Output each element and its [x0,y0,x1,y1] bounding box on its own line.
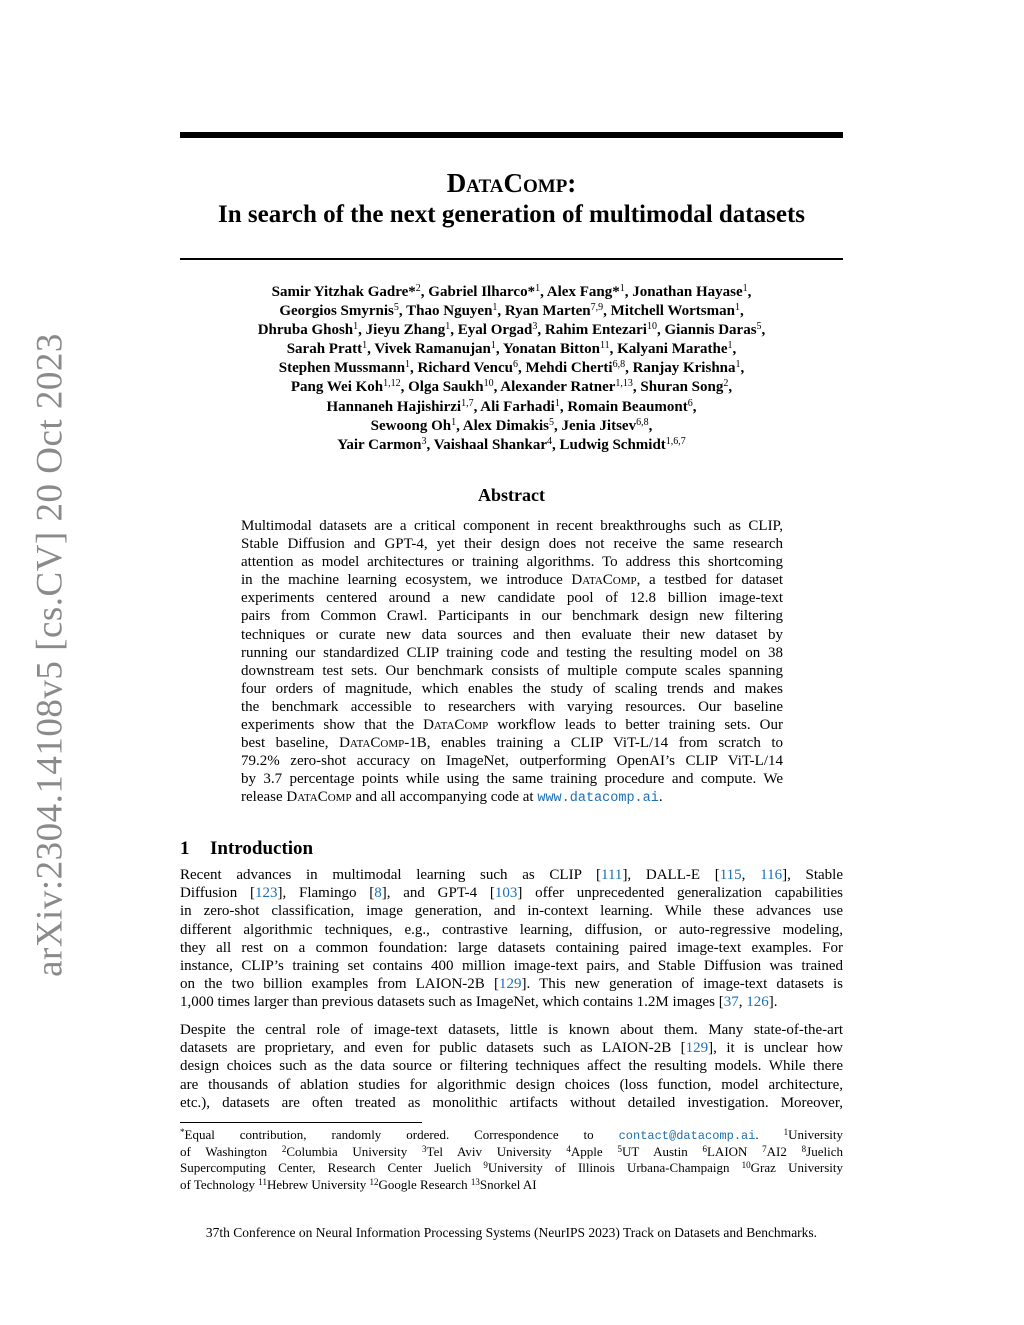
affiliation-mark: 1 [554,397,560,409]
author-line: Dhruba Ghosh$^1$, Jieyu Zhang$^1$, Eyal Orgad$^3$, Rahim Entezari$^{10}$, Giannis Daras$^5$, [257,321,766,339]
author: Alex Fang*$^1$ [546,283,625,300]
section-title-text: Introduction [210,838,314,859]
author-list [200,283,823,455]
affiliation-mark: 5 [393,302,399,314]
affiliation-mark: 11 [599,340,610,352]
abstract-line: Stable Diffusion and GPT-4, yet their design does not receive the same research [241,536,783,553]
author: Gabriel Ilharco*$^1$ [428,283,541,300]
affiliation-mark: 4 [547,435,552,447]
paragraph-line: 1,000 times larger than previous datasets such as ImageNet, which contains 1.2M images [37, 126]. [180,994,778,1011]
author: Thao Nguyen$^1$ [406,302,498,320]
title-bottom-rule [180,258,843,260]
affiliation-mark: 2 [723,378,729,390]
abstract-line: pairs from Common Crawl. Participants in our benchmark design new filtering [241,608,783,625]
author: Richard Vencu$^6$ [417,359,518,377]
author: Hannaneh Hajishirzi$^{1,7}$ [326,397,474,415]
affiliation-mark: 1 [451,416,457,428]
author: Ryan Marten$^{7,9}$ [504,302,604,320]
footnote-line: *Equal contribution, randomly ordered. Correspondence to contact@datacomp.ai. $^1$University [180,1127,843,1143]
author-line: Sarah Pratt$^1$, Vivek Ramanujan$^1$, Yonatan Bitton$^{11}$, Kalyani Marathe$^1$, [286,340,737,358]
title-line-2: In search of the next generation of multimodal datasets [218,201,805,228]
abstract-line: attention as model architectures or training algorithms. To address this shortcoming [241,554,783,571]
affiliation-mark: 1,6,7 [665,435,686,447]
footnote [180,1127,843,1193]
affiliation-mark: 1 [492,302,498,314]
author: Vaishaal Shankar$^4$ [433,435,552,453]
abstract-line: experiments show that the DataComp workflow leads to better training sets. Our [241,717,783,734]
author-line: Georgios Smyrnis$^5$, Thao Nguyen$^1$, Ryan Marten$^{7,9}$, Mitchell Wortsman$^1$, [279,302,744,320]
paper-title [180,167,843,231]
author: Romain Beaumont$^6$ [567,397,693,415]
footnote-line: of Technology $^{11}$Hebrew University $^{12}$Google Research $^{13}$Snorkel AI [180,1176,537,1192]
affiliation-mark: 1,12 [383,378,401,390]
affiliation-mark: 1 [727,340,733,352]
datacomp-name: DataComp [571,572,637,589]
affiliation-mark: 3 [421,435,427,447]
author: Shuran Song$^2$ [640,378,729,396]
datacomp-name: DataComp [286,789,352,806]
citation-link[interactable]: 126 [746,994,769,1011]
affiliation-mark: 1 [735,359,741,371]
affiliation-mark: 5 [756,321,762,333]
author: Pang Wei Koh$^{1,12}$ [290,378,401,396]
affiliation-mark: 1 [619,283,625,294]
abstract-line: by 3.7 percentage points while using the same training procedure and compute. We [241,771,783,788]
title-top-rule [180,132,843,138]
author: Yonatan Bitton$^{11}$ [502,340,610,358]
citation-link[interactable]: 129 [498,976,522,993]
author: Mitchell Wortsman$^1$ [610,302,740,320]
author: Georgios Smyrnis$^5$ [279,302,399,320]
footnote-line: of Washington $^2$Columbia University $^3$Tel Aviv University $^4$Apple $^5$UT Austin $^6$LAION $^7$AI2 $^8$Juelich [180,1144,843,1160]
affiliation-mark: 3 [532,321,538,333]
datacomp-name: DataComp [423,717,489,734]
affiliation-mark: 10 [646,321,657,333]
citation-link[interactable]: 37 [723,994,739,1011]
abstract-line: techniques or curate new data sources and then evaluate their new dataset by [241,626,783,643]
affiliation-mark: 1 [353,321,359,333]
intro-paragraph-2 [180,1021,843,1112]
affiliation-mark: 6 [512,359,518,371]
author: Jenia Jitsev$^{6,8}$ [561,416,649,434]
footnote-line: Supercomputing Center, Research Center Juelich $^9$University of Illinois Urbana-Champaign $^{10}$Graz University [180,1160,843,1176]
author: Giannis Daras$^5$ [664,321,762,339]
citation-link[interactable]: 111 [601,867,623,883]
author-line: Pang Wei Koh$^{1,12}$, Olga Saukh$^{10}$, Alexander Ratner$^{1,13}$, Shuran Song$^2$, [290,378,733,396]
paragraph-line: Diffusion [123], Flamingo [8], and GPT-4 [103] offer unprecedented generalization capabilities [180,885,843,902]
author: Yair Carmon$^3$ [337,435,427,453]
affiliation-mark: 7,9 [590,302,604,314]
abstract-line: best baseline, DataComp-1B, enables training a CLIP ViT-L/14 from scratch to [241,735,783,752]
datacomp-url-link[interactable]: www.datacomp.ai [537,791,659,807]
citation-link[interactable]: 103 [494,885,518,902]
author-line: Samir Yitzhak Gadre*$^2$, Gabriel Ilharco*$^1$, Alex Fang*$^1$, Jonathan Hayase$^1$, [271,283,752,300]
affiliation-mark: 6,8 [636,416,649,428]
affiliation-mark: 6 [687,397,693,409]
abstract-line: experiments centered around a new candidate pool of 12.8 billion image-text [241,590,783,607]
author: Vivek Ramanujan$^1$ [374,340,496,358]
citation-link[interactable]: 123 [254,885,278,902]
paragraph-line: Recent advances in multimodal learning such as CLIP [111], DALL-E [115, 116], Stable [180,867,844,883]
title-line-1: DataComp: [446,168,577,198]
author-line: Stephen Mussmann$^1$, Richard Vencu$^6$, Mehdi Cherti$^{6,8}$, Ranjay Krishna$^1$, [278,359,745,377]
author: Stephen Mussmann$^1$ [278,359,411,377]
author: Sarah Pratt$^1$ [286,340,368,358]
author: Jonathan Hayase$^1$ [632,283,748,300]
paragraph-line: on the two billion examples from LAION-2B [129]. This new generation of image-text datasets is [180,976,844,993]
author: Sewoong Oh$^1$ [370,416,457,434]
author: Eyal Orgad$^3$ [457,321,538,339]
paragraph-line: different algorithmic techniques, e.g., contrastive learning, diffusion, or auto-regressive modeling, [180,921,843,938]
citation-link[interactable]: 116 [760,867,783,883]
abstract-line: the benchmark accessible to researchers with varying resources. Our baseline [241,698,783,715]
affiliation-mark: 1 [362,340,368,352]
abstract-line: running our standardized CLIP training code and testing the resulting model on 38 [241,644,783,661]
affiliation-mark: 1,7 [461,397,474,409]
abstract-body [241,517,783,809]
affiliation-mark: 1 [742,283,748,294]
author: Kalyani Marathe$^1$ [617,340,733,358]
contact-email-link[interactable]: contact@datacomp.ai [618,1129,756,1143]
abstract-line: 79.2% zero-shot accuracy on ImageNet, outperforming OpenAI’s CLIP ViT-L/14 [241,753,783,770]
author-line: Hannaneh Hajishirzi$^{1,7}$, Ali Farhadi$^1$, Romain Beaumont$^6$, [326,397,697,415]
author: Ali Farhadi$^1$ [480,397,560,415]
affiliation-mark: 1,13 [615,378,633,390]
datacomp-1b-name: DataComp-1B [339,735,427,752]
author: Samir Yitzhak Gadre*$^2$ [271,283,421,300]
citation-link[interactable]: 8 [374,885,382,902]
arxiv-identifier: arXiv:2304.14108v5 [cs.CV] 20 Oct 2023 [29,333,71,977]
citation-link[interactable]: 129 [685,1040,709,1057]
affiliation-mark: 1 [445,321,451,333]
author: Dhruba Ghosh$^1$ [257,321,359,339]
conference-venue: 37th Conference on Neural Information Processing Systems (NeurIPS 2023) Track on Datasets and Benchmarks. [205,1225,818,1240]
author: Alex Dimakis$^5$ [462,416,555,434]
section-number: 1 [180,838,190,859]
author: Mehdi Cherti$^{6,8}$ [525,359,626,377]
paragraph-line: are thousands of ablation studies for algorithmic design choices (loss function, model architecture, [180,1076,843,1093]
paragraph-line: Despite the central role of image-text datasets, little is known about them. Many state-of-the-art [180,1022,843,1038]
affiliation-mark: 5 [549,416,555,428]
paragraph-line: they all rest on a common foundation: large datasets containing paired image-text examples. For [180,939,843,956]
affiliation-mark: 10 [483,378,494,390]
affiliation-mark: 6,8 [612,359,626,371]
paragraph-line: in zero-shot classification, image generation, and in-context learning. While these advances use [180,903,843,920]
affiliation-mark: 2 [415,283,421,294]
abstract-line: downstream test sets. Our benchmark consists of multiple compute scales spanning [241,662,783,679]
author: Ludwig Schmidt$^{1,6,7}$ [559,435,686,453]
abstract-line: four orders of magnitude, which enables the study of scaling trends and makes [241,680,783,697]
author: Ranjay Krishna$^1$ [632,359,741,377]
intro-paragraph-1 [180,866,843,1012]
author: Jieyu Zhang$^1$ [365,321,451,339]
abstract-line: Multimodal datasets are a critical component in recent breakthroughs such as CLIP, [241,518,783,534]
paragraph-line: design choices such as the data source or filtering techniques affect the resulting models. While there [180,1058,843,1075]
footnote-rule [180,1122,422,1123]
author: Olga Saukh$^{10}$ [408,378,494,396]
section-heading-introduction [180,838,313,860]
author: Alexander Ratner$^{1,13}$ [500,378,633,396]
affiliation-mark: 1 [490,340,496,352]
citation-link[interactable]: 115 [719,867,742,883]
affiliation-mark: 1 [405,359,411,371]
author: Rahim Entezari$^{10}$ [544,321,657,339]
affiliation-mark: 1 [734,302,740,314]
paragraph-line: instance, CLIP’s training set contains 400 million image-text pairs, and Stable Diffusion was trained [180,958,843,975]
paragraph-line: etc.), datasets are often treated as monolithic artifacts without detailed investigation. Moreover, [180,1094,843,1111]
author-line: Yair Carmon$^3$, Vaishaal Shankar$^4$, Ludwig Schmidt$^{1,6,7}$ [337,435,686,453]
author-line: Sewoong Oh$^1$, Alex Dimakis$^5$, Jenia Jitsev$^{6,8}$, [370,416,653,434]
affiliation-mark: 1 [535,283,541,294]
abstract-heading: Abstract [478,485,545,505]
abstract-line: release DataComp and all accompanying code at www.datacomp.ai. [241,789,663,807]
paragraph-line: datasets are proprietary, and even for public datasets such as LAION-2B [129], it is unclear how [180,1040,843,1057]
abstract-line: in the machine learning ecosystem, we introduce DataComp, a testbed for dataset [241,572,783,589]
